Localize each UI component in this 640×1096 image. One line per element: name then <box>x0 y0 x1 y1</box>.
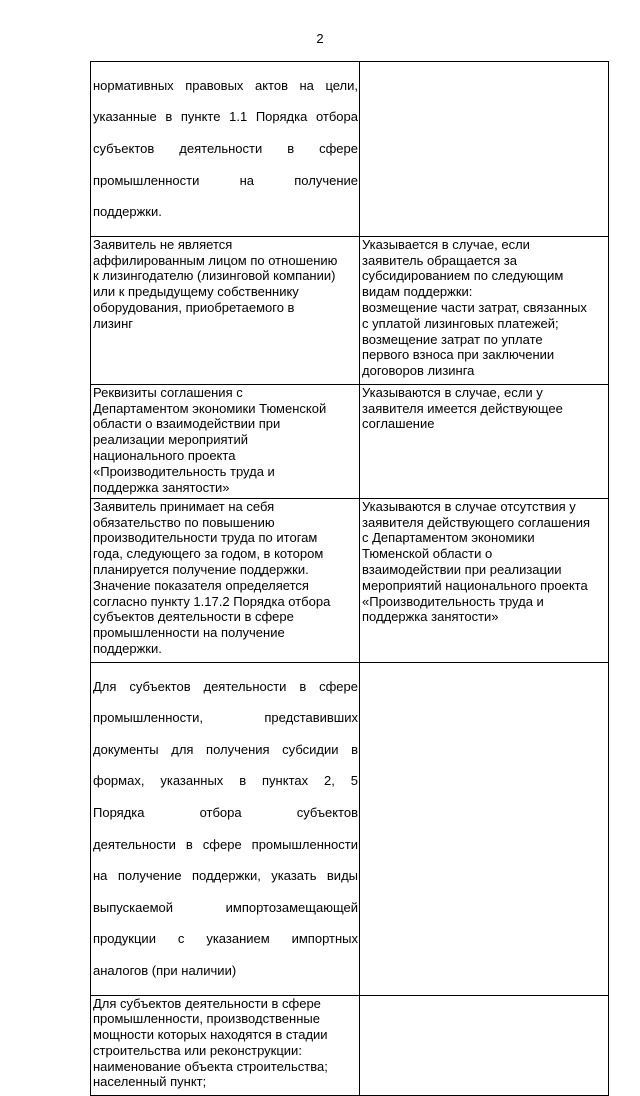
text-line: на получение поддержки, указать виды <box>93 868 358 884</box>
table-row <box>91 384 609 498</box>
table-cell-left <box>91 384 360 498</box>
table-cell-right <box>360 995 609 1095</box>
text-line: аналогов (при наличии) <box>93 962 237 978</box>
cell-text: Указываются в случае отсутствия у заявителя действующего соглашения с Департаментом экономики Тюменской области о взаимодействии при реализации мероприятий национального проекта «Производительность труда и поддержка занятости» <box>362 498 591 625</box>
cell-text: Указывается в случае, если заявитель обращается за субсидированием по следующим видам поддержки: возмещение части затрат, связанных с уплатой лизинговых платежей; возмещение затрат по уплате первого взноса при заключении договоров лизинга <box>362 236 587 379</box>
text-line: выпускаемой импортозамещающей <box>93 899 358 915</box>
table-cell-right <box>360 236 609 384</box>
text-line: нормативных правовых актов на цели, <box>93 77 358 93</box>
table-cell-right <box>360 62 609 237</box>
text-line: субъектов деятельности в сфере <box>93 140 358 156</box>
text-line: указанные в пункте 1.1 Порядка отбора <box>93 109 358 125</box>
table-cell-left <box>91 498 360 662</box>
table-cell-left <box>91 236 360 384</box>
cell-text: Указываются в случае, если у заявителя имеется действующее соглашение <box>362 384 563 432</box>
text-line: документы для получения субсидии в <box>93 741 358 757</box>
table-cell-left <box>91 662 360 995</box>
cell-text: Заявитель принимает на себя обязательство по повышению производительности труда по итогам года, следующего за годом, в котором планируется получение поддержки. Значение показателя определяется согласно пункту 1.17.2 Порядка отбора субъектов деятельности в сфере промышленности на получение поддержки. <box>93 498 331 656</box>
text-line: деятельности в сфере промышленности <box>93 836 358 852</box>
cell-text: Заявитель не является аффилированным лицом по отношению к лизингодателю (лизинговой компании) или к предыдущему собственнику оборудования, приобретаемого в лизинг <box>93 236 338 331</box>
text-line: промышленности, представивших <box>93 710 358 726</box>
page-number: 2 <box>316 31 324 46</box>
requirements-table <box>90 61 609 1096</box>
text-line: Для субъектов деятельности в сфере <box>93 678 358 694</box>
text-line: промышленности на получение <box>93 172 358 188</box>
text-line: Порядка отбора субъектов <box>93 804 358 820</box>
table-row <box>91 662 609 995</box>
table-row <box>91 236 609 384</box>
table-cell-right <box>360 384 609 498</box>
table-row <box>91 498 609 662</box>
table-row <box>91 995 609 1095</box>
text-line: поддержки. <box>93 204 162 220</box>
text-line: продукции с указанием импортных <box>93 931 358 947</box>
table-row <box>91 62 609 237</box>
text-line: формах, указанных в пунктах 2, 5 <box>93 773 358 789</box>
table-cell-left <box>91 995 360 1095</box>
table-cell-left <box>91 62 360 237</box>
table-cell-right <box>360 662 609 995</box>
cell-text: Реквизиты соглашения с Департаментом экономики Тюменской области о взаимодействии при реализации мероприятий национального проекта «Производительность труда и поддержка занятости» <box>93 384 327 495</box>
cell-text: Для субъектов деятельности в сфере промышленности, производственные мощности которых находятся в стадии строительства или реконструкции: наименование объекта строительства; населенный пункт; <box>93 995 328 1090</box>
table-cell-right <box>360 498 609 662</box>
